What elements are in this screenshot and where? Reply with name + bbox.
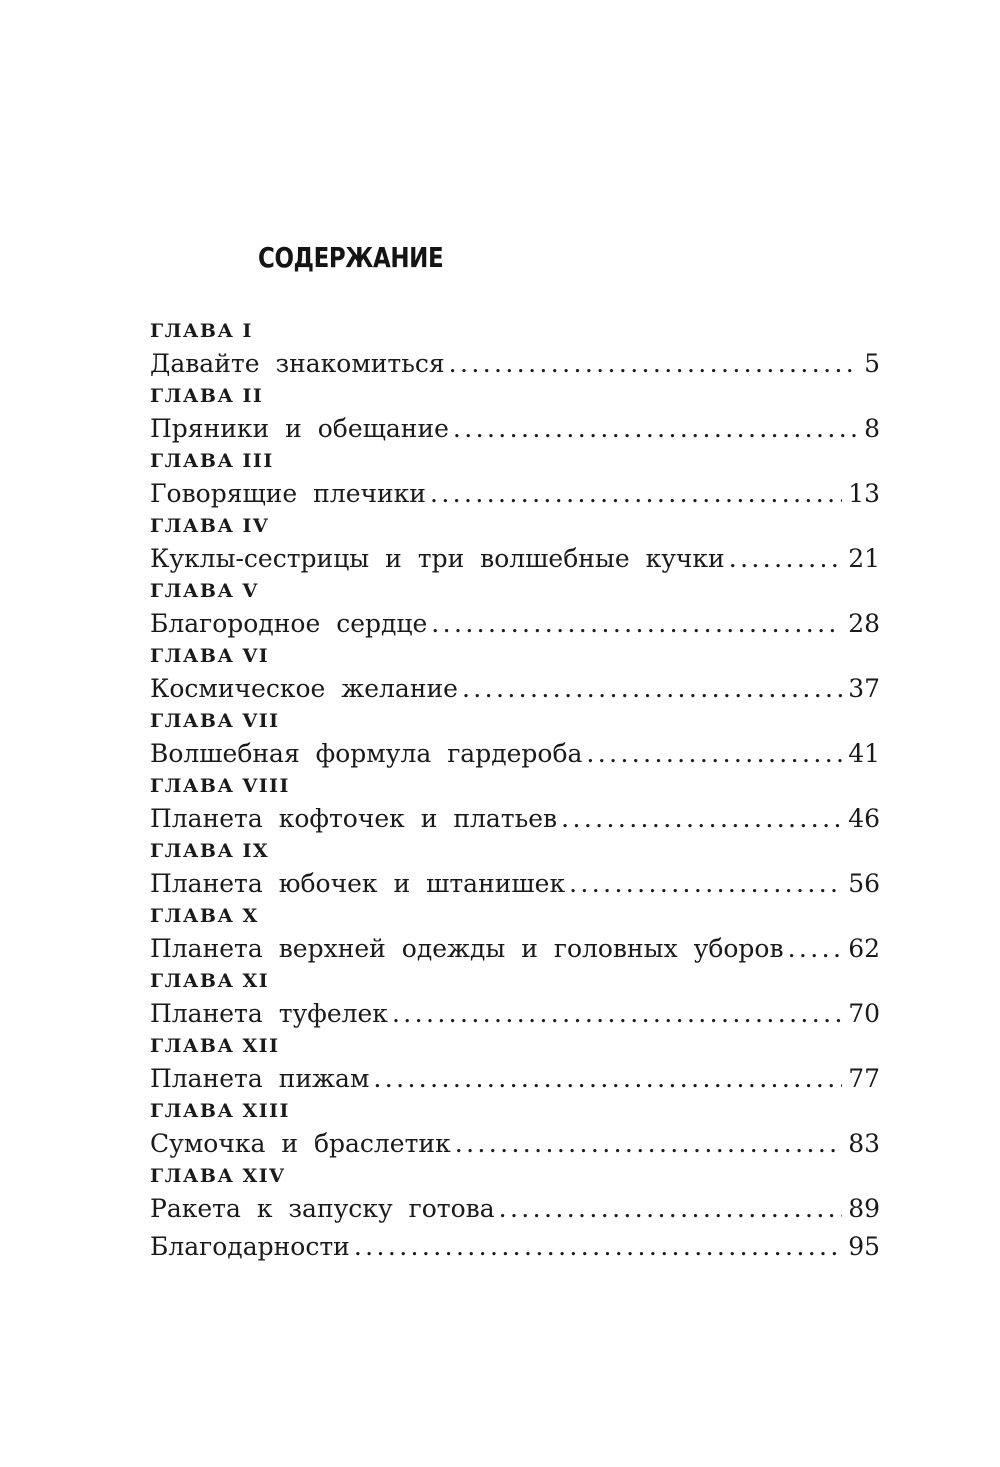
page-number: 89: [848, 1194, 880, 1223]
dot-leader: [729, 540, 842, 578]
page-number: 13: [848, 479, 880, 508]
toc-entry: [150, 735, 880, 773]
chapter-label: ГЛАВА IV: [150, 515, 270, 537]
chapter-title: Планета пижам: [150, 1064, 370, 1093]
dot-leader: [373, 1060, 842, 1098]
toc-chapter: [150, 968, 880, 1033]
toc-chapter: [150, 1163, 880, 1228]
page-number: 28: [848, 609, 880, 638]
dot-leader: [449, 345, 858, 383]
chapter-title: Планета туфелек: [150, 999, 388, 1028]
toc-entry: [150, 410, 880, 448]
chapter-title: Куклы-сестрицы и три волшебные кучки: [150, 544, 725, 573]
toc-entry: [150, 995, 880, 1033]
acknowledgements-title: Благодарности: [150, 1232, 350, 1261]
toc-heading: СОДЕРЖАНИЕ: [258, 241, 444, 274]
toc-chapter: [150, 383, 880, 448]
chapter-title: Пряники и обещание: [150, 414, 449, 443]
toc-chapter: [150, 773, 880, 838]
toc-chapter: [150, 513, 880, 578]
chapter-title: Планета кофточек и платьев: [150, 804, 558, 833]
chapter-label: ГЛАВА VIII: [150, 775, 290, 797]
page-number: 21: [848, 544, 880, 573]
toc-chapter: [150, 903, 880, 968]
toc-entry: [150, 605, 880, 643]
chapter-label: ГЛАВА IX: [150, 840, 270, 862]
chapter-label: ГЛАВА II: [150, 385, 264, 407]
toc-entry: [150, 1228, 880, 1266]
toc-chapter: [150, 1033, 880, 1098]
chapter-title: Планета верхней одежды и головных уборов: [150, 934, 784, 963]
toc-chapter: [150, 708, 880, 773]
dot-leader: [354, 1228, 842, 1266]
dot-leader: [586, 735, 842, 773]
toc-entry: [150, 540, 880, 578]
dot-leader: [430, 475, 842, 513]
toc-chapter: [150, 448, 880, 513]
chapter-label: ГЛАВА V: [150, 580, 259, 602]
toc-entry: [150, 345, 880, 383]
chapter-title: Волшебная формула гардероба: [150, 739, 583, 768]
dot-leader: [455, 1125, 842, 1163]
chapter-title: Ракета к запуску готова: [150, 1194, 495, 1223]
dot-leader: [569, 865, 842, 903]
chapter-label: ГЛАВА III: [150, 450, 274, 472]
chapter-title: Благородное сердце: [150, 609, 428, 638]
toc-chapter: [150, 578, 880, 643]
chapter-label: ГЛАВА I: [150, 320, 253, 342]
page-number: 5: [864, 349, 880, 378]
chapter-title: Космическое желание: [150, 674, 458, 703]
chapter-label: ГЛАВА XI: [150, 970, 270, 992]
chapter-title: Давайте знакомиться: [150, 349, 445, 378]
toc-chapter: [150, 318, 880, 383]
dot-leader: [788, 930, 843, 968]
toc-chapter: [150, 838, 880, 903]
toc-entry: [150, 1060, 880, 1098]
page-number: 56: [848, 869, 880, 898]
page-number: 83: [848, 1129, 880, 1158]
toc-entry: [150, 670, 880, 708]
chapter-label: ГЛАВА XII: [150, 1035, 280, 1057]
page-number: 8: [864, 414, 880, 443]
dot-leader: [561, 800, 842, 838]
chapter-title: Сумочка и браслетик: [150, 1129, 451, 1158]
toc-entry: [150, 800, 880, 838]
page-number: 77: [848, 1064, 880, 1093]
chapter-label: ГЛАВА X: [150, 905, 259, 927]
dot-leader: [392, 995, 842, 1033]
dot-leader: [453, 410, 858, 448]
toc-chapter: [150, 1098, 880, 1163]
chapter-label: ГЛАВА VI: [150, 645, 270, 667]
chapter-label: ГЛАВА XIV: [150, 1165, 286, 1187]
page-number: 46: [848, 804, 880, 833]
toc-entry: [150, 865, 880, 903]
page-number: 95: [848, 1232, 880, 1261]
page-number: 62: [848, 934, 880, 963]
chapter-title: Планета юбочек и штанишек: [150, 869, 566, 898]
chapter-label: ГЛАВА XIII: [150, 1100, 290, 1122]
chapter-title: Говорящие плечики: [150, 479, 426, 508]
dot-leader: [431, 605, 842, 643]
toc-chapter: [150, 643, 880, 708]
dot-leader: [462, 670, 842, 708]
page-number: 41: [848, 739, 880, 768]
toc-list: [150, 318, 880, 1266]
chapter-label: ГЛАВА VII: [150, 710, 280, 732]
toc-entry: [150, 475, 880, 513]
toc-entry: [150, 1125, 880, 1163]
page-number: 37: [848, 674, 880, 703]
page-number: 70: [848, 999, 880, 1028]
toc-entry: [150, 930, 880, 968]
toc-acknowledgements: [150, 1228, 880, 1266]
dot-leader: [499, 1190, 843, 1228]
toc-entry: [150, 1190, 880, 1228]
